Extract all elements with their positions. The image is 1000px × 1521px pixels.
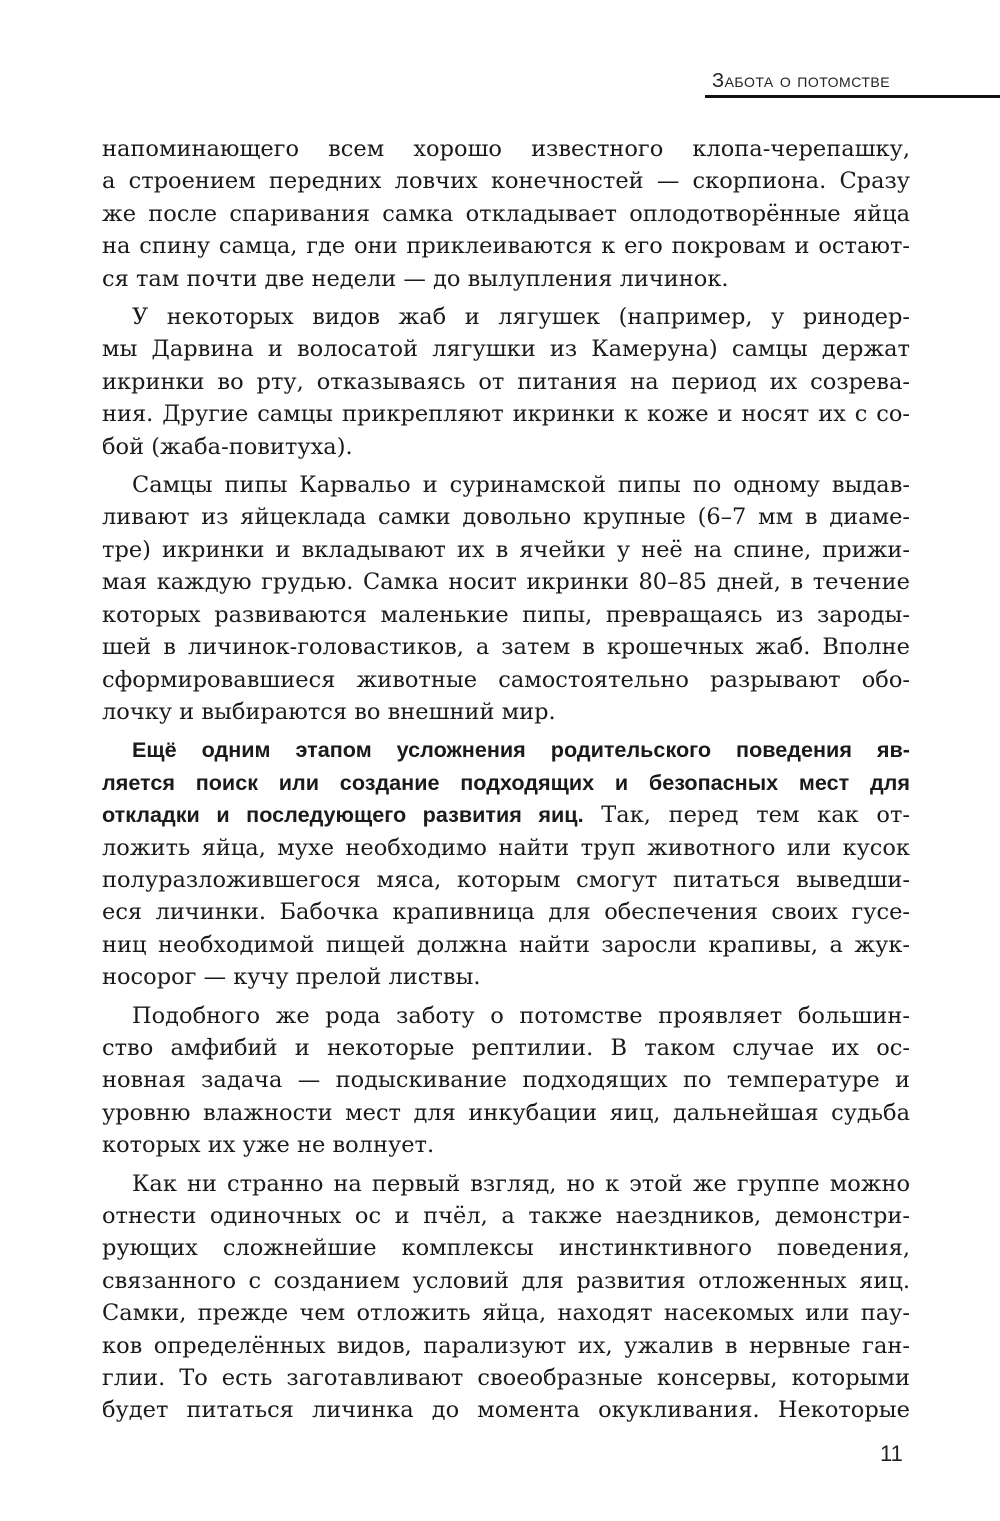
text-line: лочку и выбираются во внешний мир. — [102, 698, 556, 725]
text-line: носорог — кучу прелой листвы. — [102, 964, 481, 991]
text-line — [102, 734, 910, 766]
paragraph-5 — [102, 1000, 910, 1162]
text-line: Самцы пипы Карвальо и суринамской пипы по одному выдав- — [132, 472, 910, 499]
text-line — [102, 799, 910, 831]
paragraph-3 — [102, 469, 910, 728]
text-line: ков определённых видов, парализуют их, ужалив в нервные ган- — [102, 1332, 910, 1359]
text-line: ся там почти две недели — до вылупления личинок. — [102, 265, 729, 292]
text-run: Так, перед тем как от- — [583, 802, 910, 829]
text-line: тре) икринки и вкладывают их в ячейки у неё на спине, прижи- — [102, 536, 910, 563]
text-line: ливают из яйцеклада самки довольно крупные (6–7 мм в диаме- — [102, 504, 910, 531]
header-rule — [705, 95, 1000, 98]
text-line: У некоторых видов жаб и лягушек (например, у ринодер- — [132, 304, 910, 331]
text-line: ство амфибий и некоторые рептилии. В таком случае их ос- — [102, 1034, 910, 1061]
bold-text: ляется поиск или создание подходящих и безопасных мест для — [102, 769, 910, 795]
text-line: ния. Другие самцы прикрепляют икринки к коже и носят их с со- — [102, 401, 910, 428]
text-line: бой (жаба-повитуха). — [102, 433, 353, 460]
page-number: 11 — [880, 1441, 903, 1466]
text-line: еся личинки. Бабочка крапивница для обеспечения своих гусе- — [102, 899, 910, 926]
text-line: мая каждую грудью. Самка носит икринки 80–85 дней, в течение — [102, 569, 910, 596]
text-line: Подобного же рода заботу о потомстве проявляет большин- — [132, 1002, 910, 1029]
paragraph-2 — [102, 301, 910, 463]
paragraph-4 — [102, 734, 910, 993]
text-line: сформировавшиеся животные самостоятельно разрывают обо- — [102, 666, 910, 693]
body-text — [102, 133, 910, 1433]
text-line: новная задача — подыскивание подходящих по температуре и — [102, 1067, 910, 1094]
text-line — [102, 767, 910, 799]
text-line: полуразложившегося мяса, которым смогут питаться выведши- — [102, 866, 910, 893]
text-line: икринки во рту, отказываясь от питания на период их созрева- — [102, 368, 910, 395]
text-line: глии. То есть заготавливают своеобразные консервы, которыми — [102, 1365, 910, 1392]
text-line: мы Дарвина и волосатой лягушки из Камеруна) самцы держат — [102, 336, 910, 363]
text-line: а строением передних ловчих конечностей — скорпиона. Сразу — [102, 168, 910, 195]
text-line: отнести одиночных ос и пчёл, а также наездников, демонстри- — [102, 1203, 910, 1229]
text-line: же после спаривания самка откладывает оплодотворённые яйца — [102, 200, 910, 227]
text-line: которых развиваются маленькие пипы, превращаясь из зароды- — [102, 601, 910, 628]
text-line: которых их уже не волнует. — [102, 1132, 435, 1159]
running-head-title: Забота о потомстве — [712, 70, 891, 92]
paragraph-1 — [102, 133, 910, 295]
text-line: напоминающего всем хорошо известного клопа-черепашку, — [102, 136, 910, 162]
text-line: будет питаться личинка до момента окукливания. Некоторые — [102, 1397, 910, 1424]
text-line: на спину самца, где они приклеиваются к его покровам и остают- — [102, 233, 910, 260]
text-line: связанного с созданием условий для развития отложенных яиц. — [102, 1267, 910, 1294]
paragraph-6 — [102, 1168, 910, 1427]
bold-text: откладки и последующего развития яиц. — [102, 802, 584, 828]
text-line: ниц необходимой пищей должна найти заросли крапивы, а жук- — [102, 931, 910, 958]
text-line: рующих сложнейшие комплексы инстинктивного поведения, — [102, 1235, 910, 1262]
text-line: Самки, прежде чем отложить яйца, находят насекомых или пау- — [102, 1300, 910, 1327]
text-line: Как ни странно на первый взгляд, но к этой же группе можно — [132, 1170, 910, 1197]
bold-text: Ещё одним этапом усложнения родительского поведения яв- — [132, 737, 910, 763]
text-line: ложить яйца, мухе необходимо найти труп животного или кусок — [102, 834, 910, 861]
text-line: шей в личинок-головастиков, а затем в крошечных жаб. Вполне — [102, 634, 910, 661]
text-line: уровню влажности мест для инкубации яиц, дальнейшая судьба — [102, 1099, 910, 1126]
